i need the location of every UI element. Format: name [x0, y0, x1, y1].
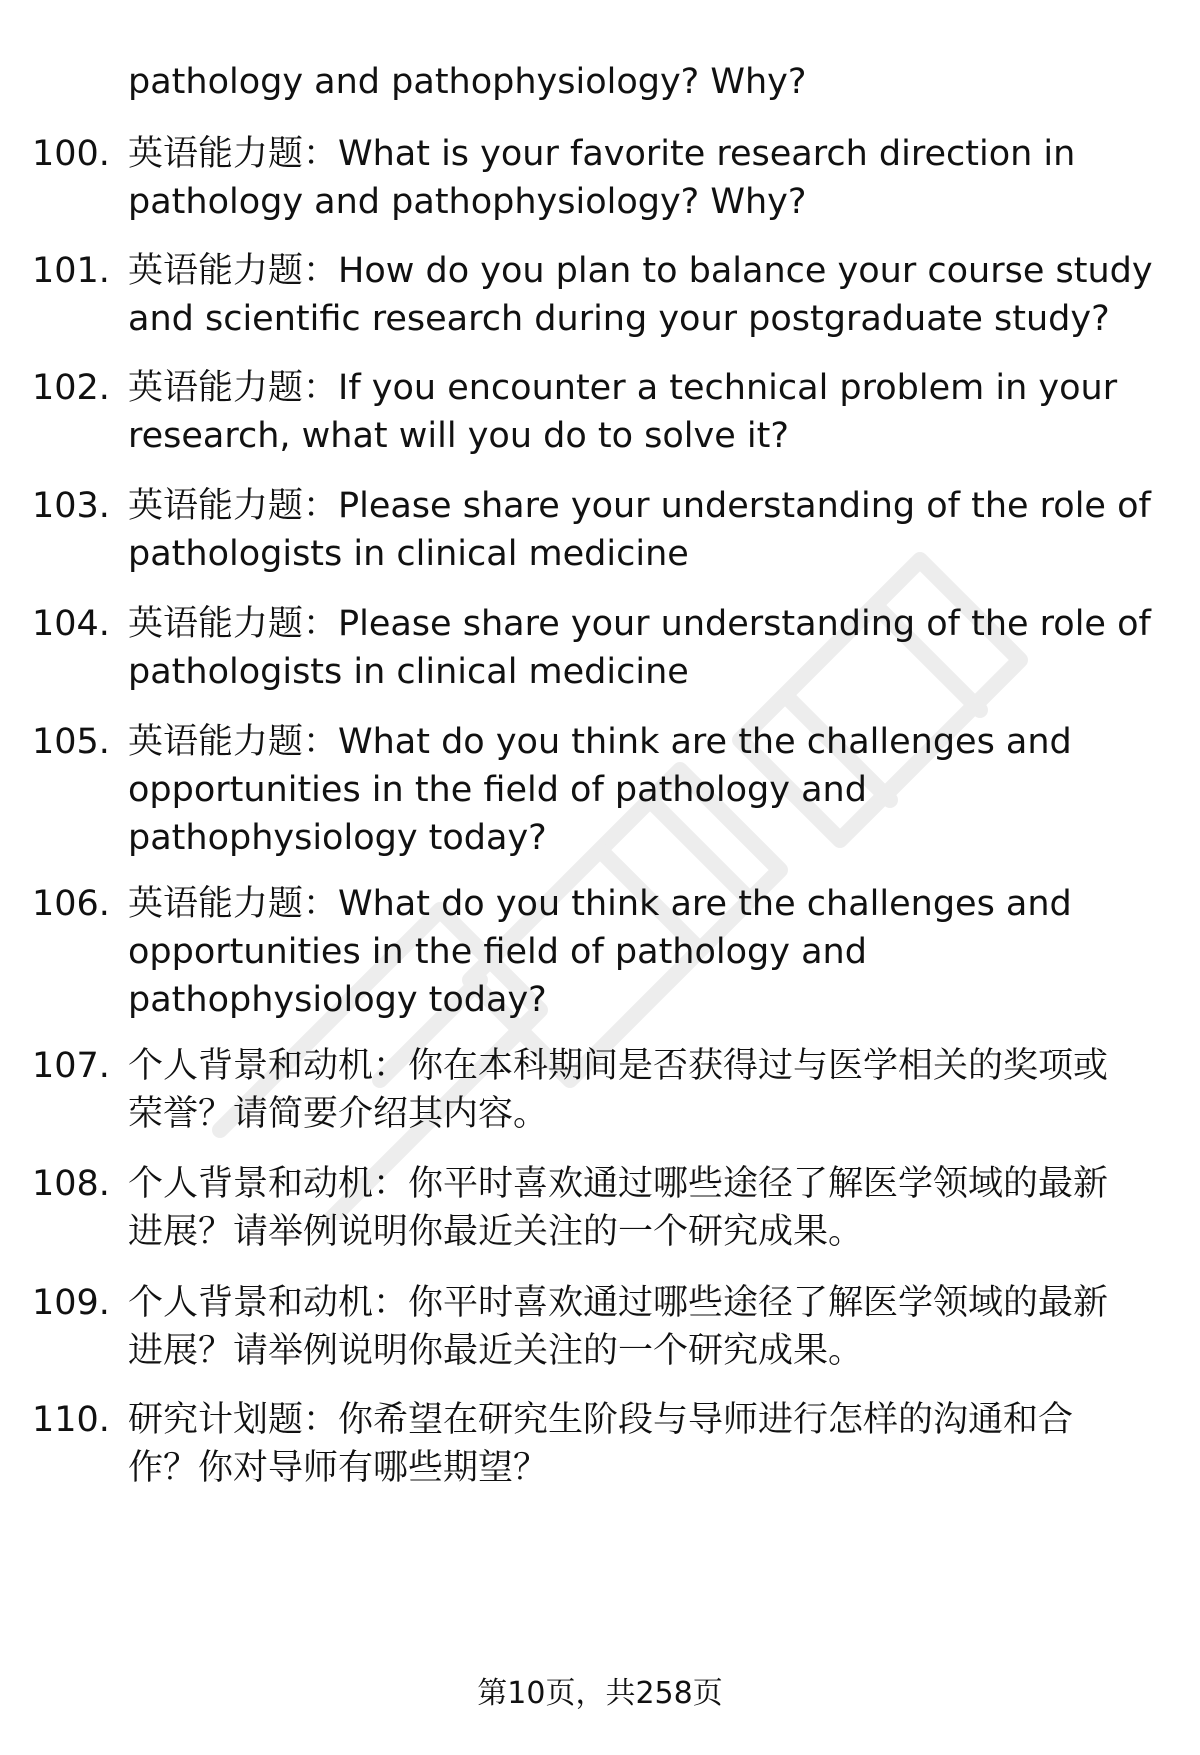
question-number: 101. — [32, 251, 110, 291]
question-number: 108. — [32, 1164, 110, 1204]
continuation-text: pathology and pathophysiology? Why? — [128, 62, 807, 102]
question-text — [128, 1279, 1168, 1375]
question-number: 107. — [32, 1046, 110, 1086]
question-number: 103. — [32, 486, 110, 526]
question-line: 英语能力题：If you encounter a technical problem in your — [128, 368, 1118, 408]
question-line: 研究计划题：你希望在研究生阶段与导师进行怎样的沟通和合 — [128, 1400, 1074, 1440]
question-number: 110. — [32, 1400, 110, 1440]
question-line: 英语能力题：Please share your understanding of the role of — [128, 604, 1151, 644]
question-line: pathophysiology today? — [128, 980, 547, 1020]
question-number: 102. — [32, 368, 110, 408]
question-line: 英语能力题：Please share your understanding of the role of — [128, 486, 1151, 526]
question-text — [128, 880, 1168, 1024]
question-text — [128, 1396, 1168, 1492]
question-line: pathologists in clinical medicine — [128, 534, 689, 574]
question-text — [128, 1042, 1168, 1138]
question-line: 个人背景和动机：你在本科期间是否获得过与医学相关的奖项或 — [128, 1046, 1109, 1086]
question-number: 106. — [32, 884, 110, 924]
question-line: pathology and pathophysiology? Why? — [128, 182, 807, 222]
question-line: and scientific research during your postgraduate study? — [128, 299, 1110, 339]
question-text — [128, 1160, 1168, 1256]
question-line: research, what will you do to solve it? — [128, 416, 789, 456]
question-text — [128, 600, 1168, 696]
question-line: opportunities in the field of pathology and — [128, 770, 867, 810]
question-number: 100. — [32, 134, 110, 174]
question-line: pathologists in clinical medicine — [128, 652, 689, 692]
question-line: 个人背景和动机：你平时喜欢通过哪些途径了解医学领域的最新 — [128, 1164, 1109, 1204]
question-line: 作？你对导师有哪些期望？ — [128, 1448, 549, 1488]
question-line: 英语能力题：What do you think are the challenges and — [128, 722, 1072, 762]
question-text — [128, 364, 1168, 460]
question-line: 英语能力题：How do you plan to balance your course study — [128, 251, 1153, 291]
question-text — [128, 247, 1168, 343]
question-line: 英语能力题：What is your favorite research direction in — [128, 134, 1076, 174]
question-line: 进展？请举例说明你最近关注的一个研究成果。 — [128, 1331, 864, 1371]
question-text — [128, 482, 1168, 578]
question-line: 英语能力题：What do you think are the challenges and — [128, 884, 1072, 924]
question-line: 进展？请举例说明你最近关注的一个研究成果。 — [128, 1212, 864, 1252]
question-line: opportunities in the field of pathology and — [128, 932, 867, 972]
question-line: pathophysiology today? — [128, 818, 547, 858]
question-line: 个人背景和动机：你平时喜欢通过哪些途径了解医学领域的最新 — [128, 1283, 1109, 1323]
question-line: 荣誉？请简要介绍其内容。 — [128, 1094, 549, 1134]
question-number: 109. — [32, 1283, 110, 1323]
question-number: 105. — [32, 722, 110, 762]
question-text — [128, 718, 1168, 862]
question-number: 104. — [32, 604, 110, 644]
question-text — [128, 130, 1168, 226]
page-footer: 第10页，共258页 — [477, 1676, 723, 1711]
